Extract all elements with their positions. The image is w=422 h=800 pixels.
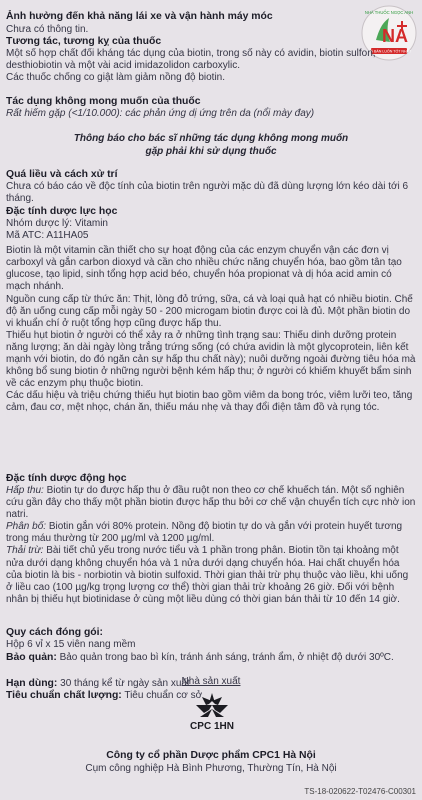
driving-title: Ảnh hưởng đến khả năng lái xe và vận hành máy móc xyxy=(6,11,273,22)
storage-paragraph xyxy=(6,652,416,664)
standard-label: Tiêu chuẩn chất lượng: xyxy=(6,690,122,701)
elimination-paragraph xyxy=(6,545,416,605)
notice-line-1: Thông báo cho bác sĩ những tác dụng không mong muốn xyxy=(73,133,349,144)
distribution-paragraph xyxy=(6,521,416,545)
watermark-top-text: NHÀ THUỐC NGỌC ANH xyxy=(364,10,414,15)
interactions-title: Tương tác, tương kỵ của thuốc xyxy=(6,36,162,47)
interactions-paragraph-1: Một số hợp chất đối kháng tác dụng của biotin, trong số này có avidin, biotin sulfon, desthiobiotin và một vài acid imidazolidon carboxylic. xyxy=(6,48,376,72)
overdose-title: Quá liều và cách xử trí xyxy=(6,169,118,180)
storage-text: Bảo quản trong bao bì kín, tránh ánh sáng, tránh ẩm, ở nhiệt độ dưới 30ºC. xyxy=(56,652,394,663)
standard-paragraph xyxy=(6,690,306,702)
overdose-text: Chưa có báo cáo về độc tính của biotin trên người mặc dù đã dùng lượng lớn kéo dài tới 6 tháng. xyxy=(6,181,409,205)
packaging-text: Hộp 6 vỉ x 15 viên nang mềm xyxy=(6,639,136,650)
absorption-text: Biotin tự do được hấp thu ở đầu ruột non theo cơ chế khuếch tán. Một số nghiên cứu gần đây cho thấy một phần biotin được hấp thu bởi cơ chế vận chuyển tích cực nhờ ion natri. xyxy=(6,485,416,521)
distribution-label: Phân bố: xyxy=(6,521,47,533)
pharmacological-group: Nhóm dược lý: Vitamin xyxy=(6,218,108,229)
absorption-label: Hấp thu: xyxy=(6,485,44,496)
company-address: Cụm công nghiệp Hà Bình Phương, Thường Tín, Hà Nội xyxy=(85,763,337,774)
distribution-text: Biotin gắn với 80% protein. Nồng độ biotin tự do và gắn với protein huyết tương trong máu thường từ 200 µg/ml và 1200 µg/ml. xyxy=(6,521,403,545)
svg-text:NA: NA xyxy=(382,26,408,46)
pharmacodynamics-title: Đặc tính dược lực học xyxy=(6,206,118,217)
pharmacodynamics-body xyxy=(6,218,416,415)
expiry-text: 30 tháng kể từ ngày sản xuất. xyxy=(57,678,193,689)
document-code: TS-18-020622-T02476-C00301 xyxy=(304,787,416,796)
notice-line-2: gặp phải khi sử dụng thuốc xyxy=(145,146,277,157)
pharmacodynamics-paragraph-1: Biotin là một vitamin cần thiết cho sự hoạt động của các enzym chuyển vận các đơn vị carboxyl và gắn carbon dioxyd và cần cho nhiều chức năng chuyển hóa, bao gồm tân tạo glucose, tạo lipid, sinh tổng hợp acid béo, chuyển hóa propionat và dị hóa acid amin có mạch nhánh. xyxy=(6,245,402,293)
pharmacodynamics-paragraph-2: Nguồn cung cấp từ thức ăn: Thịt, lòng đỏ trứng, sữa, cá và loại quả hạt có nhiều biotin. Chế độ ăn uống cung cấp mỗi ngày 50 - 200 microgam biotin được coi là đủ. Một phần biotin do vi khuẩn chí ở ruột tổng hợp cũng được hấp thu. xyxy=(6,293,413,329)
side-effects-title: Tác dụng không mong muốn của thuốc xyxy=(6,96,201,107)
notice-box xyxy=(30,132,392,158)
pharmacokinetics-body xyxy=(6,485,416,606)
interactions-paragraph-2: Các thuốc chống co giật làm giảm nồng độ biotin. xyxy=(6,72,226,84)
standard-text: Tiêu chuẩn cơ sở xyxy=(121,690,203,701)
watermark-bottom-text: GIÁ BÁN LUÔN TỐT NHẤT xyxy=(366,49,412,54)
pharmacokinetics-title: Đặc tính dược động học xyxy=(6,473,127,484)
pharmacodynamics-paragraph-3: Thiếu hụt biotin ở người có thể xảy ra ở những tình trạng sau: Thiếu dinh dưỡng protein năng lượng; ăn dài ngày lòng trắng trứng sống (có chứa avidin là một glycoprotein, liên kết mạnh với biotin, do đó ngăn cản sự hấp thu chất này); nuôi dưỡng ngoài đường tiêu hóa mà không bổ sung biotin ở những người bệnh kém hấp thu; ở người có khiếm khuyết bẩm sinh về các enzym phụ thuộc biotin. xyxy=(6,329,416,390)
elimination-label: Thải trừ: xyxy=(6,545,44,557)
storage-label: Bảo quản: xyxy=(6,652,57,663)
packaging-title: Quy cách đóng gói: xyxy=(6,627,103,638)
cpc1-logo-text: CPC 1HN xyxy=(190,721,234,732)
atc-code: Mã ATC: A11HA05 xyxy=(6,230,89,242)
elimination-text: Bài tiết chủ yếu trong nước tiểu và 1 phần trong phân. Biotin tồn tại khoảng một nửa dưới dạng không chuyển hóa và 1 nửa dưới dạng chuyển hóa. Hai chất chuyển hóa của biotin là bis - norbiotin và biotin sulfoxid. Thời gian thải trừ phụ thuộc vào liều, khi uống ở liều cao (100 µg/kg trọng lượng cơ thể) thời gian thải trừ khoảng 26 giờ. Đối với bệnh nhân bị thiếu hụt biotinidase ở cùng một liều dùng có thời gian bán thải từ 10 đến 14 giờ. xyxy=(6,545,409,605)
manufacturer-heading: Nhà sản xuất xyxy=(181,676,241,687)
company-name: Công ty cổ phần Dược phẩm CPC1 Hà Nội xyxy=(106,750,316,761)
expiry-label: Hạn dùng: xyxy=(6,678,58,689)
interactions-text xyxy=(6,48,416,84)
side-effects-text: Rất hiếm gặp (<1/10.000): các phản ứng dị ứng trên da (nổi mày đay) xyxy=(6,108,315,119)
driving-text: Chưa có thông tin. xyxy=(6,24,89,35)
cpc1-logo xyxy=(188,691,236,735)
pharmacodynamics-paragraph-4: Các dấu hiệu và triệu chứng thiếu hụt biotin bao gồm viêm da bong tróc, viêm lưỡi teo, tăng cảm, đau cơ, mệt nhọc, chán ăn, thiếu máu nhẹ và thay đổi điện tâm đồ và rụng tóc. xyxy=(6,390,413,414)
absorption-paragraph xyxy=(6,485,416,521)
